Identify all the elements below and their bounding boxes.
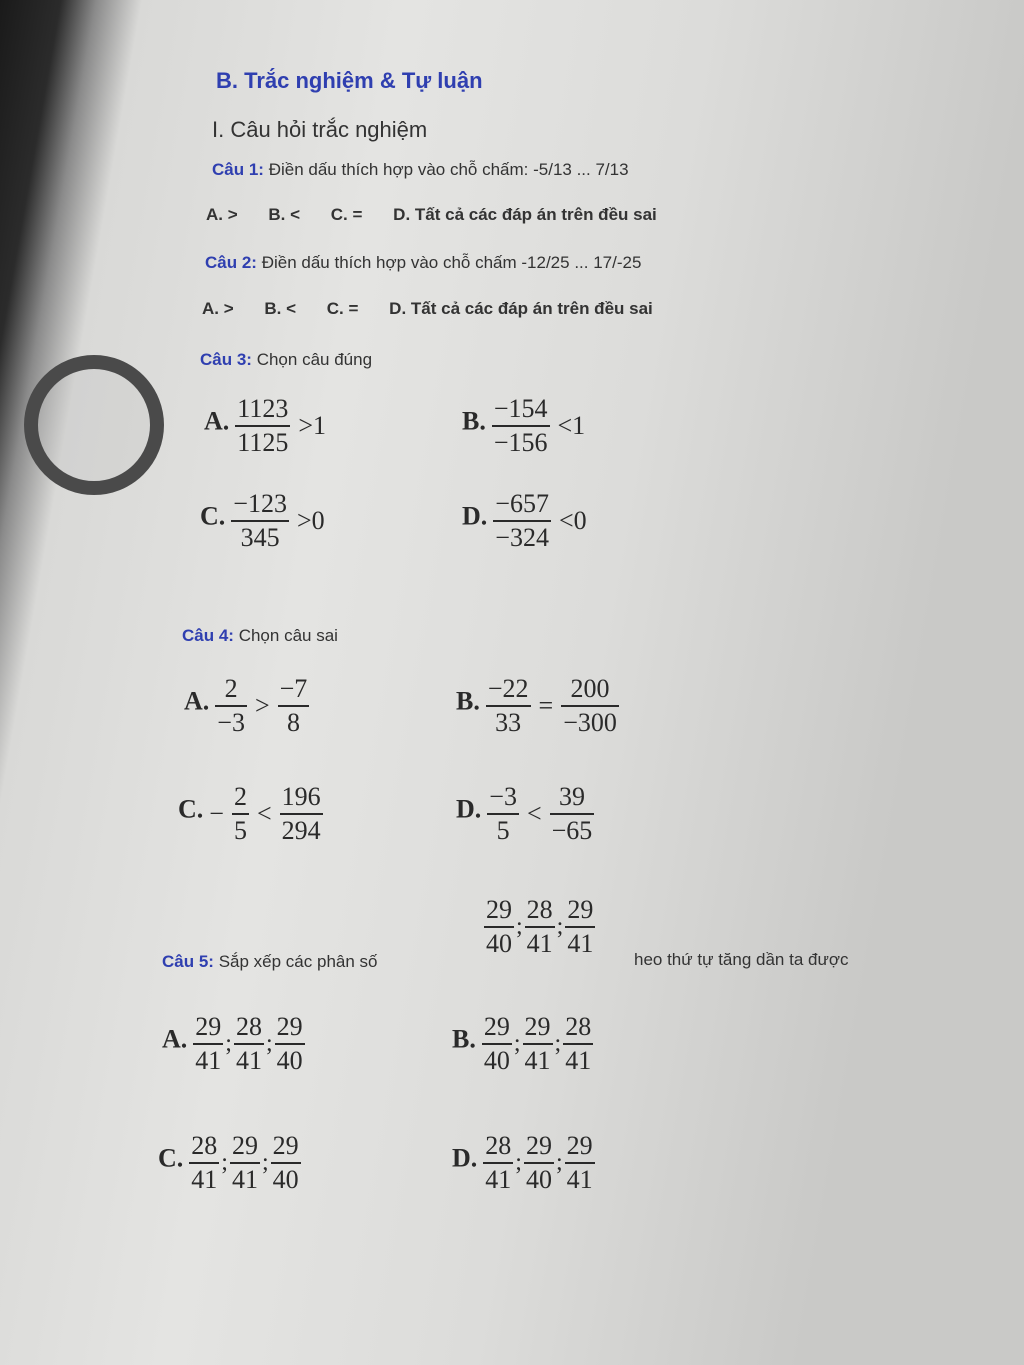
option-letter: A. (162, 1024, 188, 1054)
subsection-title: I. Câu hỏi trắc nghiệm (212, 117, 428, 142)
relation: > (254, 691, 270, 720)
numerator: 29 (566, 1131, 593, 1160)
fraction (524, 1130, 554, 1196)
question-text: Chọn câu đúng (256, 350, 373, 369)
option-d[interactable]: D. Tất cả các đáp án trên đều sai (393, 205, 657, 224)
numerator: −22 (487, 674, 529, 703)
numerator: 29 (486, 895, 512, 924)
option-letter: C. (200, 501, 226, 531)
denominator: 345 (240, 523, 280, 552)
relation: = (538, 691, 554, 720)
fraction (561, 673, 619, 739)
option-letter: A. (204, 406, 230, 436)
fraction (189, 1130, 219, 1196)
numerator: −3 (489, 782, 517, 811)
separator: ; (225, 1030, 232, 1057)
numerator: 196 (281, 782, 321, 811)
numerator: 29 (525, 1131, 552, 1160)
question-3 (200, 350, 372, 370)
numerator: 39 (558, 782, 585, 811)
fraction (493, 488, 551, 554)
option-letter: D. (462, 501, 488, 531)
denominator: −156 (493, 428, 548, 457)
separator: ; (261, 1149, 269, 1176)
option-letter: C. (178, 794, 204, 824)
option-letter: A. (184, 686, 210, 716)
q4-option-a[interactable] (184, 673, 311, 739)
separator: ; (556, 913, 564, 940)
denominator: 41 (235, 1046, 262, 1075)
option-letter: B. (456, 686, 480, 716)
separator: ; (221, 1149, 228, 1176)
fraction (483, 1130, 513, 1196)
denominator: 40 (276, 1046, 303, 1075)
denominator: 41 (485, 1165, 512, 1194)
denominator: −3 (217, 708, 245, 737)
denominator: 41 (567, 929, 594, 958)
separator: ; (515, 1149, 522, 1176)
numerator: −657 (495, 489, 549, 518)
option-d[interactable]: D. Tất cả các đáp án trên đều sai (389, 299, 653, 318)
fraction (487, 781, 519, 847)
option-c[interactable]: C. = (330, 205, 363, 224)
denominator: 41 (195, 1046, 222, 1075)
question-5-continuation: heo thứ tự tăng dần ta được (634, 950, 849, 969)
denominator: 8 (286, 708, 300, 737)
denominator: 33 (495, 708, 522, 737)
question-4 (182, 626, 338, 646)
numerator: 28 (191, 1131, 218, 1160)
option-letter: B. (452, 1024, 476, 1054)
numerator: 200 (570, 674, 610, 703)
question-label: Câu 5: (162, 952, 214, 971)
question-1-options (206, 205, 683, 225)
numerator: 1123 (237, 394, 289, 423)
section-title: B. Trắc nghiệm & Tự luận (216, 68, 483, 93)
q4-option-d[interactable] (456, 781, 596, 847)
fraction (563, 1011, 593, 1077)
denominator: 40 (483, 1046, 510, 1075)
numerator: −123 (233, 489, 287, 518)
question-2-options (202, 299, 679, 319)
denominator: 294 (281, 816, 321, 845)
q5-fraction-list (482, 894, 597, 960)
numerator: 29 (567, 895, 594, 924)
fraction (565, 894, 595, 960)
fraction (275, 1011, 305, 1077)
question-label: Câu 4: (182, 626, 234, 645)
q3-option-b[interactable] (462, 393, 587, 459)
option-c[interactable]: C. = (326, 299, 359, 318)
denominator: 5 (233, 816, 247, 845)
denominator: 5 (496, 816, 510, 845)
option-b[interactable]: B. < (268, 205, 301, 224)
numerator: 2 (224, 674, 238, 703)
denominator: −324 (495, 523, 549, 552)
fraction (280, 781, 323, 847)
denominator: 40 (525, 1165, 552, 1194)
question-label: Câu 2: (205, 253, 257, 272)
numerator: 29 (524, 1012, 551, 1041)
denominator: 40 (272, 1165, 299, 1194)
fraction (278, 673, 310, 739)
denominator: 41 (191, 1165, 218, 1194)
question-2 (205, 253, 641, 273)
denominator: 1125 (237, 428, 289, 457)
relation: >0 (296, 506, 325, 535)
denominator: −300 (563, 708, 617, 737)
numerator: 29 (276, 1012, 303, 1041)
fraction (271, 1130, 301, 1196)
denominator: 41 (565, 1046, 592, 1075)
option-letter: C. (158, 1143, 184, 1173)
fraction (193, 1011, 223, 1077)
question-text: Điền dấu thích hợp vào chỗ chấm -12/25 ... 17/-25 (261, 253, 642, 272)
numerator: 29 (272, 1131, 299, 1160)
numerator: 28 (235, 1012, 262, 1041)
denominator: 41 (566, 1165, 593, 1194)
fraction (234, 1011, 264, 1077)
q5-option-c[interactable] (158, 1130, 303, 1196)
q4-option-b[interactable] (456, 673, 621, 739)
option-letter: D. (456, 794, 482, 824)
relation: <0 (558, 506, 587, 535)
denominator: 41 (524, 1046, 551, 1075)
separator: ; (516, 913, 523, 940)
option-letter: D. (452, 1143, 478, 1173)
separator: ; (265, 1030, 273, 1057)
q5-option-d[interactable] (452, 1130, 597, 1196)
fraction (484, 894, 514, 960)
fraction (523, 1011, 553, 1077)
minus-sign: − (209, 799, 224, 828)
question-text: Điền dấu thích hợp vào chỗ chấm: -5/13 ... 7/13 (268, 160, 629, 179)
option-letter: B. (462, 406, 486, 436)
numerator: 29 (483, 1012, 510, 1041)
fraction (486, 673, 531, 739)
fraction (492, 393, 550, 459)
numerator: 2 (233, 782, 247, 811)
numerator: 29 (195, 1012, 222, 1041)
fraction (235, 393, 290, 459)
relation: < (526, 799, 542, 828)
numerator: 28 (485, 1131, 512, 1160)
numerator: −7 (279, 674, 308, 703)
q3-option-a[interactable] (204, 393, 328, 459)
option-b[interactable]: B. < (264, 299, 297, 318)
numerator: 28 (526, 895, 553, 924)
denominator: −65 (551, 816, 593, 845)
separator: ; (513, 1030, 521, 1057)
question-label: Câu 1: (212, 160, 264, 179)
relation: <1 (557, 411, 586, 440)
question-text: Sắp xếp các phân số (218, 952, 378, 971)
separator: ; (555, 1149, 563, 1176)
numerator: 29 (231, 1131, 258, 1160)
relation: >1 (298, 411, 326, 440)
q5-option-b[interactable] (452, 1011, 595, 1077)
q3-option-c[interactable] (200, 488, 327, 554)
denominator: 41 (231, 1165, 258, 1194)
question-label: Câu 3: (200, 350, 252, 369)
fraction (230, 1130, 260, 1196)
fraction (232, 781, 249, 847)
fraction (482, 1011, 512, 1077)
option-a[interactable]: A. > (206, 205, 238, 224)
option-a[interactable]: A. > (202, 299, 234, 318)
question-5 (162, 952, 377, 972)
q3-option-d[interactable] (462, 488, 589, 554)
numerator: −154 (493, 394, 548, 423)
fraction (215, 673, 247, 739)
q5-option-a[interactable] (162, 1011, 307, 1077)
fraction (565, 1130, 595, 1196)
denominator: 40 (486, 929, 512, 958)
numerator: 28 (565, 1012, 592, 1041)
fraction (550, 781, 595, 847)
separator: ; (554, 1030, 562, 1057)
q4-option-c[interactable] (178, 781, 325, 847)
denominator: 41 (526, 929, 553, 958)
fraction (525, 894, 555, 960)
relation: < (256, 799, 272, 828)
assistive-touch-ring[interactable] (24, 355, 164, 495)
fraction (231, 488, 289, 554)
question-text: Chọn câu sai (238, 626, 338, 645)
question-1 (212, 160, 629, 180)
